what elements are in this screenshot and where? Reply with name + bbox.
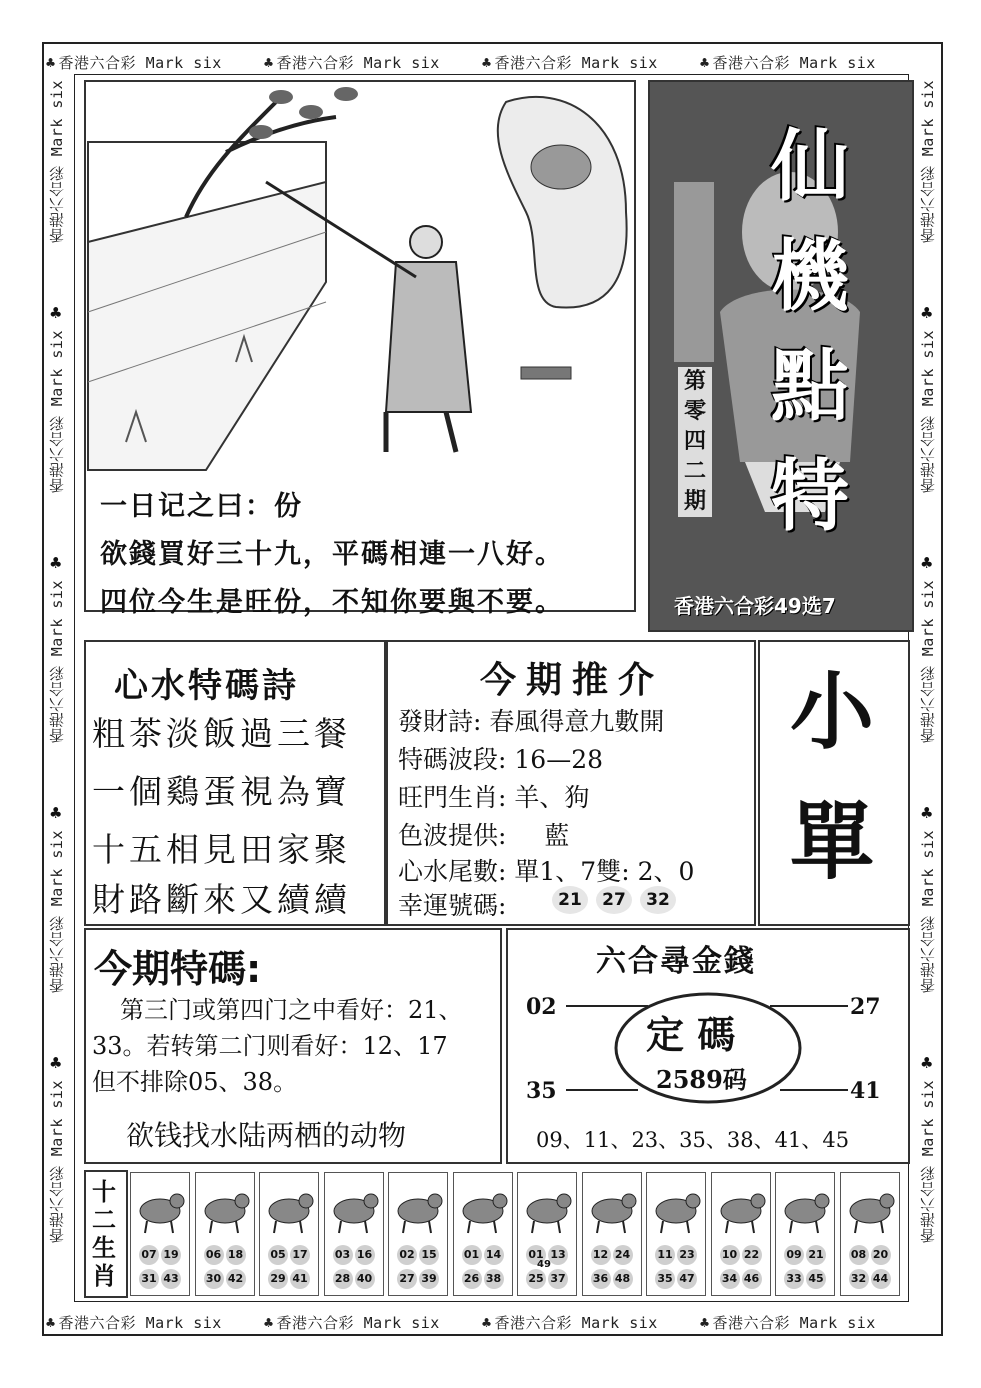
club-icon: ♣ [482,1314,492,1332]
special-hint: 欲钱找水陆两栖的动物 [126,1119,407,1152]
zodiac-number: 24 [613,1245,633,1265]
scholar-illustration [86,82,634,472]
pig-icon [843,1177,897,1239]
club-icon: ♣ [482,54,492,72]
club-icon: ♣ [49,1054,63,1072]
zodiac-number: 25 [526,1269,546,1289]
rabbit-icon [327,1177,381,1239]
club-icon: ♣ [49,554,63,572]
zodiac-number: 22 [742,1245,762,1265]
zodiac-number: 42 [226,1269,246,1289]
zodiac-number: 16 [355,1245,375,1265]
monkey-icon [649,1177,703,1239]
lucky-number: 27 [596,886,632,914]
gold-center-value: 2589码 [656,1065,747,1094]
riddle-line-1: 一日记之曰：份 [100,491,303,522]
zodiac-number: 18 [226,1245,246,1265]
zodiac-number: 12 [591,1245,611,1265]
zodiac-cell [775,1172,835,1296]
zodiac-number: 32 [849,1269,869,1289]
gold-bottom: 09、11、23、35、38、41、45 [536,1128,850,1152]
club-icon: ♣ [920,1054,934,1072]
zodiac-number: 14 [484,1245,504,1265]
illustration-panel [84,80,636,474]
riddle-line-3: 四位今生是旺份，不知你要與不要。 [100,587,564,618]
poem-line-2: 一個鷄蛋視為寶 [92,772,351,811]
gold-center-title: 定 碼 [646,1013,736,1057]
zodiac-number: 31 [139,1269,159,1289]
zodiac-cell [517,1172,577,1296]
cover-photo [648,80,914,632]
zodiac-number: 07 [139,1245,159,1265]
zodiac-number: 28 [333,1269,353,1289]
gold-corner-tr: 27 [850,994,881,1020]
zodiac-cell [840,1172,900,1296]
special-title: 今期特碼: [94,947,262,991]
zodiac-label-box [84,1170,128,1298]
dragon-icon [391,1177,445,1239]
zodiac-number: 15 [419,1245,439,1265]
riddle-line-2: 欲錢買好三十九，平碼相連一八好。 [100,539,564,570]
zodiac-number: 36 [591,1269,611,1289]
club-icon: ♣ [264,54,274,72]
zodiac-cell [646,1172,706,1296]
zodiac-cell [711,1172,771,1296]
zodiac-number: 30 [204,1269,224,1289]
zodiac-number: 48 [613,1269,633,1289]
zodiac-number: 29 [268,1269,288,1289]
zodiac-extra-number: 49 [537,1259,551,1270]
horse-icon [520,1177,574,1239]
recommend-title: 今期推介 [480,660,665,701]
zodiac-number: 19 [161,1245,181,1265]
zodiac-number: 26 [462,1269,482,1289]
club-icon: ♣ [49,304,63,322]
zodiac-number: 27 [397,1269,417,1289]
zodiac-number: 39 [419,1269,439,1289]
zodiac-cell [582,1172,642,1296]
dog-icon [778,1177,832,1239]
zodiac-number: 06 [204,1245,224,1265]
club-icon: ♣ [700,1314,710,1332]
zodiac-number: 01 [462,1245,482,1265]
gold-corner-tl: 02 [526,994,557,1020]
recommend-item: 心水尾數: 單1、7雙: 2、0 [398,857,695,886]
zodiac-number: 17 [290,1245,310,1265]
gold-panel [506,928,910,1164]
rooster-icon [714,1177,768,1239]
zodiac-number: 05 [268,1245,288,1265]
cover-title: 仙 機 點 特 [770,121,849,542]
cover-subtitle: 香港六合彩49选7 [674,594,836,618]
gold-title: 六合尋金錢 [596,944,756,979]
zodiac-number: 20 [871,1245,891,1265]
zodiac-number: 45 [806,1269,826,1289]
poem-line-3: 十五相見田家聚 [92,830,351,869]
zodiac-number: 37 [548,1269,568,1289]
special-line-1: 第三门或第四门之中看好：21、 [120,996,463,1024]
special-line-2: 33。若转第二门则看好：12、17 [92,1032,448,1060]
rat-icon [133,1177,187,1239]
zodiac-number: 35 [655,1269,675,1289]
club-icon: ♣ [49,804,63,822]
recommend-item: 色波提供: 藍 [398,821,570,850]
zodiac-number: 44 [871,1269,891,1289]
special-panel [84,928,502,1164]
snake-icon [456,1177,510,1239]
club-icon: ♣ [920,304,934,322]
zodiac-cell [324,1172,384,1296]
zodiac-number: 09 [784,1245,804,1265]
zodiac-number: 13 [548,1245,568,1265]
zodiac-number: 10 [720,1245,740,1265]
ox-icon [198,1177,252,1239]
zodiac-number: 01 [526,1245,546,1265]
side-panel [758,640,910,926]
zodiac-number: 11 [655,1245,675,1265]
side-char-2: 單 [790,793,875,891]
lucky-number: 21 [552,886,588,914]
zodiac-number: 38 [484,1269,504,1289]
gold-corner-bl: 35 [526,1078,557,1104]
zodiac-number: 41 [290,1269,310,1289]
zodiac-cell [388,1172,448,1296]
zodiac-label: 十 二 生 肖 [92,1178,116,1290]
zodiac-number: 47 [677,1269,697,1289]
special-line-3: 但不排除05、38。 [92,1068,298,1096]
recommend-item: 發財詩: 春風得意九數開 [398,707,665,736]
goat-icon [585,1177,639,1239]
club-icon: ♣ [264,1314,274,1332]
poem-line-1: 粗茶淡飯過三餐 [92,714,351,753]
recommend-item: 特碼波段: 16—28 [398,745,604,774]
club-icon: ♣ [920,804,934,822]
club-icon: ♣ [920,554,934,572]
zodiac-number: 40 [355,1269,375,1289]
tiger-icon [262,1177,316,1239]
club-icon: ♣ [46,54,56,72]
zodiac-number: 08 [849,1245,869,1265]
zodiac-cell [259,1172,319,1296]
zodiac-cell [130,1172,190,1296]
zodiac-number: 02 [397,1245,417,1265]
zodiac-cell [195,1172,255,1296]
zodiac-number: 23 [677,1245,697,1265]
club-icon: ♣ [700,54,710,72]
zodiac-cell [453,1172,513,1296]
zodiac-number: 03 [333,1245,353,1265]
poem-line-4: 財路斷來又續續 [92,880,351,919]
zodiac-number: 34 [720,1269,740,1289]
zodiac-number: 46 [742,1269,762,1289]
zodiac-number: 21 [806,1245,826,1265]
club-icon: ♣ [46,1314,56,1332]
recommend-item: 旺門生肖: 羊、狗 [398,783,590,812]
zodiac-number: 43 [161,1269,181,1289]
recommend-item: 幸運號碼: [398,891,507,920]
issue-number: 第 零 四 二 期 [678,367,712,517]
side-char-1: 小 [790,663,875,761]
lucky-number: 32 [640,886,676,914]
poem-title: 心水特碼詩 [114,666,299,706]
zodiac-number: 33 [784,1269,804,1289]
gold-corner-br: 41 [850,1078,881,1104]
